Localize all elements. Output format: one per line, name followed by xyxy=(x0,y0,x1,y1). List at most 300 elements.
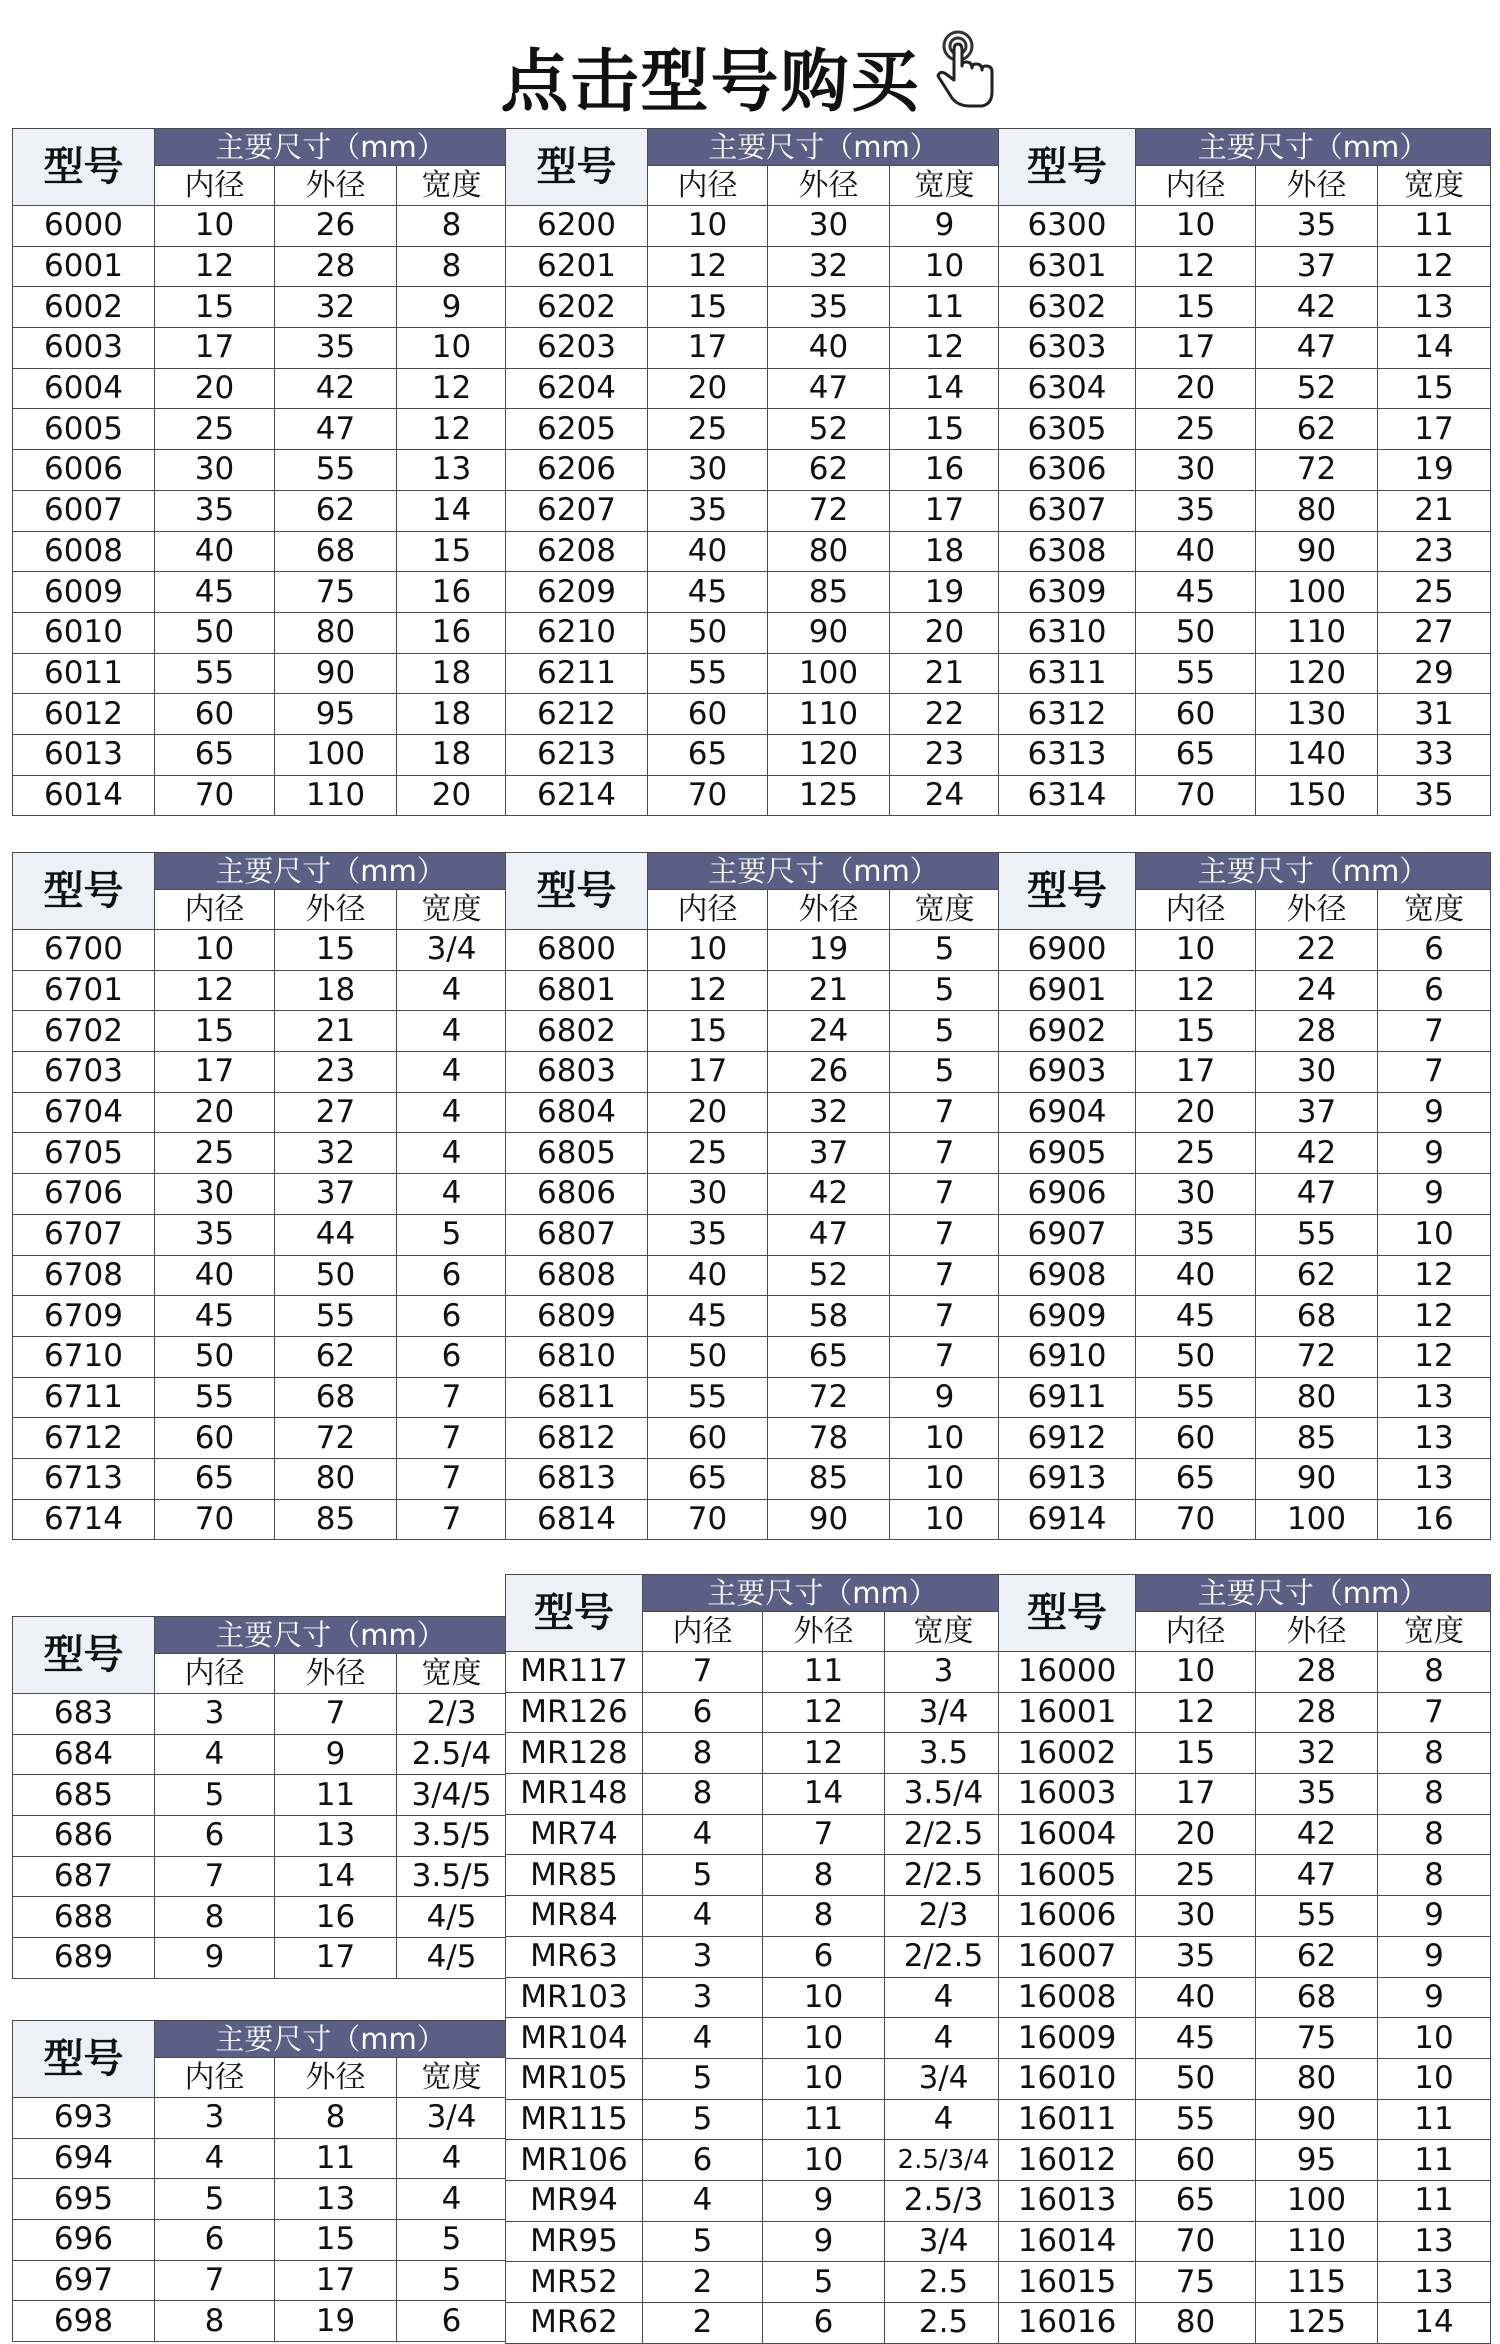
model-link[interactable]: 694 xyxy=(13,2138,155,2179)
outer-diameter: 9 xyxy=(763,2221,885,2262)
width: 7 xyxy=(890,1214,1000,1255)
width: 2/2.5 xyxy=(885,1936,1003,1977)
model-link[interactable]: 687 xyxy=(13,1856,155,1897)
outer-diameter: 28 xyxy=(1256,1692,1378,1733)
pointing-hand-icon xyxy=(930,28,1000,108)
width: 10 xyxy=(890,246,1000,287)
model-link[interactable]: 686 xyxy=(13,1816,155,1857)
model-link[interactable]: 695 xyxy=(13,2179,155,2220)
model-link[interactable]: 6810 xyxy=(506,1336,648,1377)
inner-diameter-header: 内径 xyxy=(155,1654,275,1694)
dimensions-header: 主要尺寸（mm） xyxy=(155,2021,507,2058)
model-link[interactable]: 6202 xyxy=(506,287,648,328)
outer-diameter: 32 xyxy=(768,1092,890,1133)
inner-diameter-header: 内径 xyxy=(1136,1612,1256,1652)
model-link[interactable]: 6303 xyxy=(999,328,1136,369)
inner-diameter: 6 xyxy=(643,2140,763,2181)
model-link[interactable]: 6307 xyxy=(999,490,1136,531)
model-link[interactable]: 688 xyxy=(13,1897,155,1938)
table-row xyxy=(13,1418,507,1459)
model-link[interactable]: 6913 xyxy=(999,1458,1136,1499)
model-link[interactable]: 16013 xyxy=(999,2180,1136,2221)
model-link[interactable]: 6800 xyxy=(506,930,648,971)
width: 15 xyxy=(890,409,1000,450)
table-row xyxy=(999,1174,1491,1215)
model-link[interactable]: 16003 xyxy=(999,1774,1136,1815)
model-link[interactable]: 689 xyxy=(13,1938,155,1979)
outer-diameter: 8 xyxy=(763,1855,885,1896)
outer-diameter: 47 xyxy=(1256,1855,1378,1896)
inner-diameter: 30 xyxy=(1136,450,1256,491)
outer-diameter: 130 xyxy=(1256,694,1378,735)
model-link[interactable]: 6012 xyxy=(13,694,155,735)
model-link[interactable]: 6909 xyxy=(999,1296,1136,1337)
model-link[interactable]: MR105 xyxy=(506,2058,643,2099)
model-link[interactable]: 6705 xyxy=(13,1133,155,1174)
width: 3/4 xyxy=(885,2221,1003,2262)
table-row xyxy=(13,1816,507,1857)
model-link[interactable]: 6808 xyxy=(506,1255,648,1296)
model-link[interactable]: 6014 xyxy=(13,775,155,816)
inner-diameter: 2 xyxy=(643,2303,763,2344)
table-row xyxy=(13,1092,507,1133)
model-link[interactable]: 6803 xyxy=(506,1052,648,1093)
model-link[interactable]: 6912 xyxy=(999,1418,1136,1459)
outer-diameter: 19 xyxy=(768,930,890,971)
inner-diameter: 10 xyxy=(155,206,275,247)
model-link[interactable]: 6205 xyxy=(506,409,648,450)
table-row xyxy=(506,775,1000,816)
model-link[interactable]: 6011 xyxy=(13,653,155,694)
model-link[interactable]: 6312 xyxy=(999,694,1136,735)
model-link[interactable]: 6914 xyxy=(999,1499,1136,1540)
model-link[interactable]: MR84 xyxy=(506,1896,643,1937)
table-row xyxy=(506,1458,1000,1499)
model-link[interactable]: 6007 xyxy=(13,490,155,531)
model-link[interactable]: 6703 xyxy=(13,1052,155,1093)
inner-diameter: 9 xyxy=(155,1938,275,1979)
table-row xyxy=(506,368,1000,409)
model-link[interactable]: MR128 xyxy=(506,1733,643,1774)
model-link[interactable]: 6212 xyxy=(506,694,648,735)
model-link[interactable]: 6802 xyxy=(506,1011,648,1052)
inner-diameter: 30 xyxy=(648,450,768,491)
outer-diameter: 30 xyxy=(768,206,890,247)
model-link[interactable]: 6806 xyxy=(506,1174,648,1215)
table-row xyxy=(13,409,507,450)
table-row xyxy=(13,1897,507,1938)
model-link[interactable]: 6311 xyxy=(999,653,1136,694)
model-link[interactable]: 6201 xyxy=(506,246,648,287)
model-link[interactable]: 684 xyxy=(13,1734,155,1775)
inner-diameter: 20 xyxy=(155,1092,275,1133)
model-header: 型号 xyxy=(13,2021,155,2098)
inner-diameter: 3 xyxy=(643,1977,763,2018)
model-link[interactable]: 6711 xyxy=(13,1377,155,1418)
width: 10 xyxy=(890,1418,1000,1459)
width: 7 xyxy=(890,1133,1000,1174)
model-link[interactable]: 6207 xyxy=(506,490,648,531)
outer-diameter-header: 外径 xyxy=(1256,1612,1378,1652)
model-link[interactable]: 6002 xyxy=(13,287,155,328)
outer-diameter: 100 xyxy=(1256,2180,1378,2221)
model-link[interactable]: 6811 xyxy=(506,1377,648,1418)
model-link[interactable]: 6306 xyxy=(999,450,1136,491)
outer-diameter: 52 xyxy=(768,1255,890,1296)
width: 8 xyxy=(1378,1652,1491,1693)
model-link[interactable]: 6904 xyxy=(999,1092,1136,1133)
inner-diameter: 10 xyxy=(155,930,275,971)
model-link[interactable]: 16011 xyxy=(999,2099,1136,2140)
inner-diameter: 70 xyxy=(155,1499,275,1540)
model-link[interactable]: 6000 xyxy=(13,206,155,247)
width: 8 xyxy=(1378,1774,1491,1815)
model-link[interactable]: 6807 xyxy=(506,1214,648,1255)
outer-diameter: 10 xyxy=(763,1977,885,2018)
model-link[interactable]: 6910 xyxy=(999,1336,1136,1377)
width: 3/4 xyxy=(885,2058,1003,2099)
model-link[interactable]: 16008 xyxy=(999,1977,1136,2018)
model-link[interactable]: 6903 xyxy=(999,1052,1136,1093)
inner-diameter: 5 xyxy=(643,2058,763,2099)
width: 4 xyxy=(397,2179,507,2220)
bearing-table xyxy=(505,1574,1003,2344)
inner-diameter: 35 xyxy=(648,1214,768,1255)
model-link[interactable]: 16000 xyxy=(999,1652,1136,1693)
model-link[interactable]: MR104 xyxy=(506,2018,643,2059)
inner-diameter: 20 xyxy=(648,1092,768,1133)
inner-diameter-header: 内径 xyxy=(155,166,275,206)
model-link[interactable]: 6907 xyxy=(999,1214,1136,1255)
outer-diameter: 95 xyxy=(1256,2140,1378,2181)
width: 3.5 xyxy=(885,1733,1003,1774)
table-row xyxy=(506,2140,1003,2181)
table-row xyxy=(506,1652,1003,1693)
model-link[interactable]: 6701 xyxy=(13,970,155,1011)
model-link[interactable]: 6814 xyxy=(506,1499,648,1540)
table-row xyxy=(999,1733,1491,1774)
model-link[interactable]: 6706 xyxy=(13,1174,155,1215)
table-row xyxy=(13,1174,507,1215)
table-row xyxy=(999,2303,1491,2344)
inner-diameter: 65 xyxy=(1136,2180,1256,2221)
width: 7 xyxy=(1378,1692,1491,1733)
model-link[interactable]: MR52 xyxy=(506,2262,643,2303)
table-row xyxy=(506,1174,1000,1215)
model-link[interactable]: 6204 xyxy=(506,368,648,409)
model-link[interactable]: 6210 xyxy=(506,612,648,653)
table-row xyxy=(506,328,1000,369)
model-link[interactable]: 6714 xyxy=(13,1499,155,1540)
table-row xyxy=(999,368,1491,409)
model-link[interactable]: 6213 xyxy=(506,734,648,775)
model-link[interactable]: 6313 xyxy=(999,734,1136,775)
model-link[interactable]: MR63 xyxy=(506,1936,643,1977)
outer-diameter: 90 xyxy=(275,653,397,694)
inner-diameter: 4 xyxy=(643,2018,763,2059)
inner-diameter: 4 xyxy=(643,1814,763,1855)
model-link[interactable]: 6006 xyxy=(13,450,155,491)
model-link[interactable]: 6712 xyxy=(13,1418,155,1459)
model-link[interactable]: 6214 xyxy=(506,775,648,816)
outer-diameter: 12 xyxy=(763,1692,885,1733)
outer-diameter-header: 外径 xyxy=(1256,166,1378,206)
outer-diameter: 35 xyxy=(275,328,397,369)
model-link[interactable]: MR74 xyxy=(506,1814,643,1855)
model-link[interactable]: 6702 xyxy=(13,1011,155,1052)
inner-diameter: 4 xyxy=(643,2180,763,2221)
inner-diameter: 15 xyxy=(648,1011,768,1052)
model-link[interactable]: MR126 xyxy=(506,1692,643,1733)
model-link[interactable]: 16007 xyxy=(999,1936,1136,1977)
width: 8 xyxy=(1378,1855,1491,1896)
table-row xyxy=(999,1418,1491,1459)
model-link[interactable]: 6905 xyxy=(999,1133,1136,1174)
model-link[interactable]: 16012 xyxy=(999,2140,1136,2181)
outer-diameter: 9 xyxy=(763,2180,885,2221)
model-link[interactable]: MR85 xyxy=(506,1855,643,1896)
outer-diameter: 90 xyxy=(768,612,890,653)
outer-diameter: 52 xyxy=(1256,368,1378,409)
inner-diameter: 55 xyxy=(1136,2099,1256,2140)
model-link[interactable]: 698 xyxy=(13,2301,155,2342)
width: 9 xyxy=(1378,1133,1491,1174)
width: 2.5/3 xyxy=(885,2180,1003,2221)
model-link[interactable]: 16009 xyxy=(999,2018,1136,2059)
model-link[interactable]: 6308 xyxy=(999,531,1136,572)
inner-diameter: 25 xyxy=(648,409,768,450)
table-row xyxy=(999,1936,1491,1977)
model-link[interactable]: 6704 xyxy=(13,1092,155,1133)
model-link[interactable]: 6700 xyxy=(13,930,155,971)
width: 5 xyxy=(397,1214,507,1255)
model-link[interactable]: 6708 xyxy=(13,1255,155,1296)
model-link[interactable]: 6707 xyxy=(13,1214,155,1255)
inner-diameter: 15 xyxy=(155,287,275,328)
inner-diameter: 4 xyxy=(155,1734,275,1775)
model-link[interactable]: 6009 xyxy=(13,572,155,613)
outer-diameter: 19 xyxy=(275,2301,397,2342)
model-link[interactable]: 6008 xyxy=(13,531,155,572)
model-link[interactable]: 693 xyxy=(13,2098,155,2139)
outer-diameter: 110 xyxy=(1256,612,1378,653)
width: 18 xyxy=(397,653,507,694)
outer-diameter: 68 xyxy=(275,1377,397,1418)
outer-diameter: 28 xyxy=(275,246,397,287)
table-row xyxy=(999,653,1491,694)
model-link[interactable]: MR94 xyxy=(506,2180,643,2221)
model-link[interactable]: 16004 xyxy=(999,1814,1136,1855)
width: 16 xyxy=(1378,1499,1491,1540)
table-row xyxy=(999,775,1491,816)
model-link[interactable]: 16006 xyxy=(999,1896,1136,1937)
table-row xyxy=(13,2220,507,2261)
inner-diameter: 50 xyxy=(648,612,768,653)
model-link[interactable]: MR115 xyxy=(506,2099,643,2140)
model-link[interactable]: 6709 xyxy=(13,1296,155,1337)
model-link[interactable]: 6809 xyxy=(506,1296,648,1337)
outer-diameter: 62 xyxy=(275,1336,397,1377)
model-link[interactable]: 6200 xyxy=(506,206,648,247)
inner-diameter: 40 xyxy=(155,1255,275,1296)
inner-diameter: 20 xyxy=(155,368,275,409)
inner-diameter: 5 xyxy=(643,2099,763,2140)
inner-diameter: 35 xyxy=(648,490,768,531)
model-link[interactable]: 6010 xyxy=(13,612,155,653)
table-row xyxy=(999,2018,1491,2059)
outer-diameter: 52 xyxy=(768,409,890,450)
model-link[interactable]: 6902 xyxy=(999,1011,1136,1052)
model-link[interactable]: 16016 xyxy=(999,2303,1136,2344)
inner-diameter: 35 xyxy=(1136,490,1256,531)
model-link[interactable]: 6911 xyxy=(999,1377,1136,1418)
model-link[interactable]: 6813 xyxy=(506,1458,648,1499)
inner-diameter: 45 xyxy=(155,572,275,613)
model-link[interactable]: 6305 xyxy=(999,409,1136,450)
table-row xyxy=(13,450,507,491)
width: 4 xyxy=(885,2018,1003,2059)
model-link[interactable]: 685 xyxy=(13,1775,155,1816)
model-link[interactable]: 6310 xyxy=(999,612,1136,653)
table-row xyxy=(506,1499,1000,1540)
table-row xyxy=(506,1336,1000,1377)
width: 4 xyxy=(885,2099,1003,2140)
inner-diameter: 70 xyxy=(1136,775,1256,816)
width: 2.5/4 xyxy=(397,1734,507,1775)
model-link[interactable]: MR117 xyxy=(506,1652,643,1693)
inner-diameter: 70 xyxy=(1136,2221,1256,2262)
inner-diameter: 65 xyxy=(1136,734,1256,775)
table-row xyxy=(13,1052,507,1093)
model-link[interactable]: 6300 xyxy=(999,206,1136,247)
model-link[interactable]: MR95 xyxy=(506,2221,643,2262)
model-link[interactable]: 6004 xyxy=(13,368,155,409)
model-link[interactable]: 6208 xyxy=(506,531,648,572)
inner-diameter: 8 xyxy=(643,1774,763,1815)
table-row xyxy=(506,450,1000,491)
model-link[interactable]: 6302 xyxy=(999,287,1136,328)
table-row xyxy=(999,206,1491,247)
inner-diameter: 17 xyxy=(155,1052,275,1093)
inner-diameter: 65 xyxy=(155,734,275,775)
model-link[interactable]: 6001 xyxy=(13,246,155,287)
model-link[interactable]: 6013 xyxy=(13,734,155,775)
model-link[interactable]: 6211 xyxy=(506,653,648,694)
model-link[interactable]: 6710 xyxy=(13,1336,155,1377)
width-header: 宽度 xyxy=(890,890,1000,930)
table-row xyxy=(506,1133,1000,1174)
inner-diameter: 10 xyxy=(648,930,768,971)
table-row xyxy=(506,1936,1003,1977)
inner-diameter: 65 xyxy=(648,1458,768,1499)
model-link[interactable]: 16005 xyxy=(999,1855,1136,1896)
model-link[interactable]: 16015 xyxy=(999,2262,1136,2303)
inner-diameter: 5 xyxy=(155,2179,275,2220)
model-link[interactable]: 6314 xyxy=(999,775,1136,816)
table-row xyxy=(13,1296,507,1337)
model-link[interactable]: 16001 xyxy=(999,1692,1136,1733)
model-header: 型号 xyxy=(13,129,155,206)
inner-diameter: 20 xyxy=(648,368,768,409)
model-link[interactable]: 6003 xyxy=(13,328,155,369)
model-link[interactable]: MR148 xyxy=(506,1774,643,1815)
inner-diameter: 70 xyxy=(648,775,768,816)
width: 2/3 xyxy=(885,1896,1003,1937)
width: 9 xyxy=(1378,1977,1491,2018)
model-link[interactable]: 6304 xyxy=(999,368,1136,409)
width: 4/5 xyxy=(397,1897,507,1938)
model-link[interactable]: 6713 xyxy=(13,1458,155,1499)
width: 3.5/4 xyxy=(885,1774,1003,1815)
outer-diameter: 42 xyxy=(1256,287,1378,328)
model-link[interactable]: MR106 xyxy=(506,2140,643,2181)
model-link[interactable]: MR62 xyxy=(506,2303,643,2344)
model-link[interactable]: 6203 xyxy=(506,328,648,369)
model-link[interactable]: 6301 xyxy=(999,246,1136,287)
width: 11 xyxy=(890,287,1000,328)
width: 10 xyxy=(397,328,507,369)
model-link[interactable]: 6900 xyxy=(999,930,1136,971)
table-row xyxy=(13,1856,507,1897)
model-link[interactable]: MR103 xyxy=(506,1977,643,2018)
inner-diameter: 10 xyxy=(1136,206,1256,247)
width: 23 xyxy=(1378,531,1491,572)
width: 9 xyxy=(397,287,507,328)
width: 15 xyxy=(1378,368,1491,409)
model-link[interactable]: 6908 xyxy=(999,1255,1136,1296)
width: 4 xyxy=(885,1977,1003,2018)
model-link[interactable]: 6906 xyxy=(999,1174,1136,1215)
outer-diameter: 78 xyxy=(768,1418,890,1459)
model-link[interactable]: 6206 xyxy=(506,450,648,491)
bearing-table xyxy=(998,128,1491,816)
bearing-table xyxy=(998,1574,1491,2344)
outer-diameter: 125 xyxy=(1256,2303,1378,2344)
model-link[interactable]: 6005 xyxy=(13,409,155,450)
model-link[interactable]: 6804 xyxy=(506,1092,648,1133)
model-link[interactable]: 16014 xyxy=(999,2221,1136,2262)
model-link[interactable]: 6309 xyxy=(999,572,1136,613)
model-link[interactable]: 683 xyxy=(13,1694,155,1735)
inner-diameter: 40 xyxy=(648,531,768,572)
outer-diameter: 72 xyxy=(768,490,890,531)
model-link[interactable]: 6901 xyxy=(999,970,1136,1011)
width: 5 xyxy=(397,2260,507,2301)
model-link[interactable]: 6209 xyxy=(506,572,648,613)
width: 13 xyxy=(1378,2221,1491,2262)
model-link[interactable]: 16010 xyxy=(999,2058,1136,2099)
model-link[interactable]: 16002 xyxy=(999,1733,1136,1774)
model-link[interactable]: 697 xyxy=(13,2260,155,2301)
model-link[interactable]: 6812 xyxy=(506,1418,648,1459)
inner-diameter: 40 xyxy=(1136,531,1256,572)
outer-diameter: 24 xyxy=(768,1011,890,1052)
table-row xyxy=(999,1499,1491,1540)
model-link[interactable]: 6801 xyxy=(506,970,648,1011)
table-row xyxy=(506,1092,1000,1133)
outer-diameter: 7 xyxy=(763,1814,885,1855)
outer-diameter: 85 xyxy=(768,572,890,613)
model-link[interactable]: 696 xyxy=(13,2220,155,2261)
table-row xyxy=(506,1255,1000,1296)
inner-diameter: 60 xyxy=(1136,1418,1256,1459)
model-link[interactable]: 6805 xyxy=(506,1133,648,1174)
table-row xyxy=(13,1458,507,1499)
width: 7 xyxy=(890,1174,1000,1215)
outer-diameter: 100 xyxy=(768,653,890,694)
outer-diameter: 62 xyxy=(1256,1255,1378,1296)
inner-diameter: 55 xyxy=(155,653,275,694)
